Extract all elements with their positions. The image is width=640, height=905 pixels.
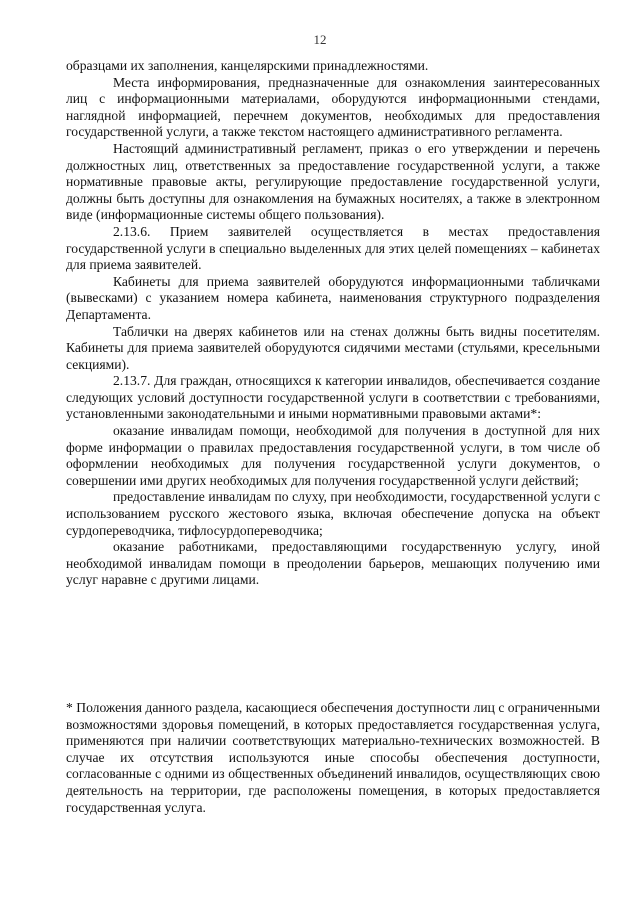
page-number: 12 <box>313 32 327 47</box>
paragraph: 2.13.7. Для граждан, относящихся к категории инвалидов, обеспечивается создание следующих условий доступности государственной услуги в соответствии с требованиями, установленными законодательными и иными нормативными правовыми актами*: <box>66 373 600 422</box>
paragraph: образцами их заполнения, канцелярскими принадлежностями. <box>66 58 429 73</box>
footnote: * Положения данного раздела, касающиеся обеспечения доступности лиц с ограниченными возможностями здоровья помещений, в которых предоставляется государственная услуга, применяются при наличии соответствующих материально-технических возможностей. В случае их отсутствия используются иные способы обеспечения доступности, согласованные с одними из общественных объединений инвалидов, осуществляющих свою деятельность на территории, где расположены помещения, в которых предоставляется государственная услуга. <box>66 700 600 815</box>
paragraph: 2.13.6. Прием заявителей осуществляется в местах предоставления государственной услуги в специально выделенных для этих целей помещениях – кабинетах для приема заявителей. <box>66 223 600 273</box>
paragraph: Кабинеты для приема заявителей оборудуются информационными табличками (вывесками) с указанием номера кабинета, наименования структурного подразделения Департамента. <box>66 273 600 322</box>
paragraph: Настоящий административный регламент, приказ о его утверждении и перечень должностных лиц, ответственных за предоставление государственной услуги, а также нормативные правовые акты, регулирующие предоставление государственной услуги, должны быть доступны для ознакомления на бумажных носителях, а также в электронном виде (информационные системы общего пользования). <box>66 140 600 223</box>
list-item: оказание работниками, предоставляющими государственную услугу, иной необходимой инвалидам помощи в преодолении барьеров, мешающих получению ими услуг наравне с другими лицами. <box>66 539 600 588</box>
document-body <box>66 58 600 589</box>
list-item: оказание инвалидам помощи, необходимой для получения в доступной для них форме информации о правилах предоставления государственной услуги, в том числе об оформлении необходимых для получения государственной услуги документов, о совершении ими других необходимых для получения государственной услуги действий; <box>66 423 600 488</box>
paragraph: Таблички на дверях кабинетов или на стенах должны быть видны посетителям. Кабинеты для приема заявителей оборудуются сидячими местами (стульями, кресельными секциями). <box>66 323 600 372</box>
paragraph: Места информирования, предназначенные для ознакомления заинтересованных лиц с информационными материалами, оборудуются информационными стендами, наглядной информацией, перечнем документов, необходимых для предоставления государственной услуги, а также текстом настоящего административного регламента. <box>66 74 600 140</box>
list-item: предоставление инвалидам по слуху, при необходимости, государственной услуги с использованием русского жестового языка, включая обеспечение допуска на объект сурдопереводчика, тифлосурдопереводчика; <box>66 489 600 538</box>
